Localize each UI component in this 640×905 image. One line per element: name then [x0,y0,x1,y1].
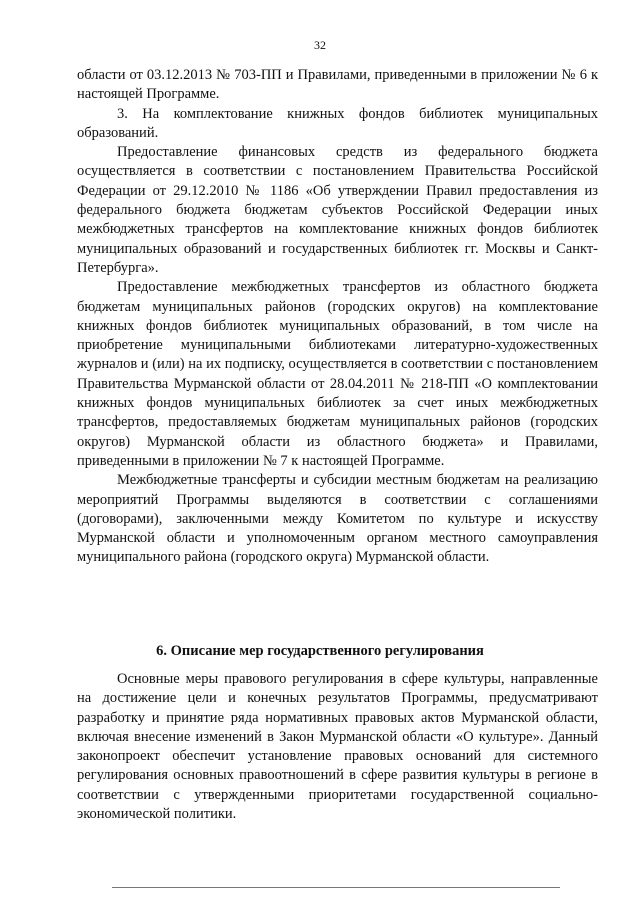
page-number: 32 [314,38,326,52]
paragraph-item-3: 3. На комплектование книжных фондов библиотек муниципальных образований. [77,105,598,141]
bottom-divider [112,887,560,888]
body-text-section-6 [77,670,598,824]
paragraph-regulation: Основные меры правового регулирования в сфере культуры, направленные на достижение цели и конечных результатов Программы, предусматривают разработку и принятие ряда нормативных правовых актов Мурманской области, включая внесение изменений в Закон Мурманской области «О культуре». Данный законопроект обеспечит установление правовых оснований для системного регулирования основных правоотношений в сфере развития культуры в регионе в соответствии с утвержденными приоритетами государственной социально-экономической политики. [77,671,598,823]
paragraph-subsidies: Межбюджетные трансферты и субсидии местным бюджетам на реализацию мероприятий Программы выделяются в соответствии с соглашениями (договорами), заключенными между Комитетом по культуре и искусству Мурманской области и уполномоченным органом местного самоуправления муниципального района (городского округа) Мурманской области. [77,472,598,566]
paragraph-regional-transfers: Предоставление межбюджетных трансфертов из областного бюджета бюджетам муниципальных районов (городских округов) на комплектование книжных фондов библиотек муниципальных образований, в том числе на приобретение муниципальными библиотеками литературно-художественных журналов и (или) на их подписку, осуществляется в соответствии с постановлением Правительства Мурманской области от 28.04.2011 № 218-ПП «О комплектовании книжных фондов муниципальных библиотек за счет иных межбюджетных трансфертов, предоставляемых бюджетам муниципальных районов (городских округов) Мурманской области из областного бюджета» и Правилами, приведенными в приложении № 7 к настоящей Программе. [77,279,598,469]
section-heading: 6. Описание мер государственного регулирования [156,643,484,659]
paragraph-federal-funding: Предоставление финансовых средств из федерального бюджета осуществляется в соответствии с постановлением Правительства Российской Федерации от 29.12.2010 № 1186 «Об утверждении Правил предоставления из федерального бюджета бюджетам субъектов Российской Федерации иных межбюджетных трансфертов на комплектование книжных фондов библиотек муниципальных образований и государственных библиотек гг. Москвы и Санкт-Петербурга». [77,144,598,276]
paragraph-continuation: области от 03.12.2013 № 703-ПП и Правилами, приведенными в приложении № 6 к настоящей Программе. [77,67,598,103]
body-text-top [77,66,598,568]
